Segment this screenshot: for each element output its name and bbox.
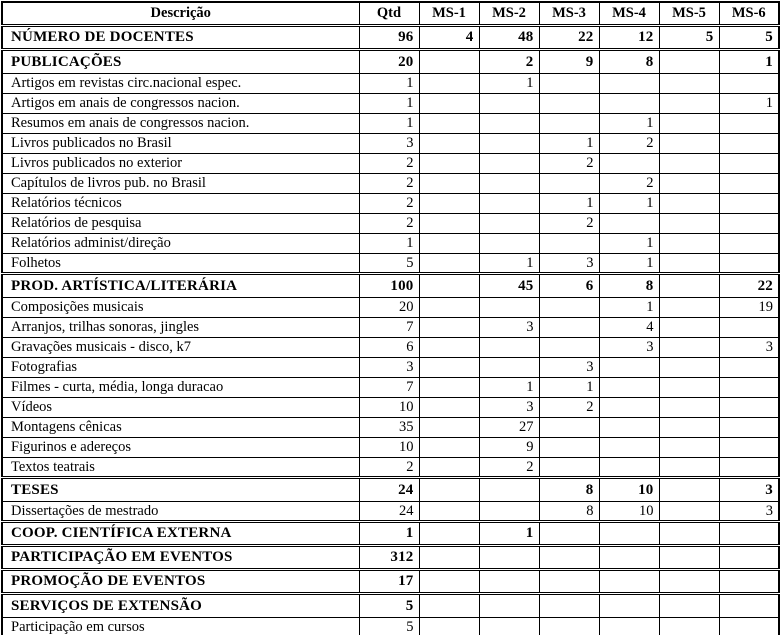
row-value-ms-3 [539, 93, 599, 113]
row-value-ms-2 [479, 593, 539, 617]
row-value-ms-1 [419, 397, 479, 417]
row-value-qtd: 1 [359, 521, 419, 545]
table-row [2, 357, 779, 377]
row-item-label: Gravações musicais - disco, k7 [2, 337, 359, 357]
row-value-ms-6 [719, 173, 779, 193]
row-item-label: Dissertações de mestrado [2, 501, 359, 521]
row-value-ms-6 [719, 593, 779, 617]
row-value-ms-2 [479, 153, 539, 173]
row-item-label: Participação em cursos [2, 617, 359, 635]
table-row [2, 49, 779, 73]
table-row [2, 337, 779, 357]
row-value-qtd: 2 [359, 193, 419, 213]
table-row [2, 477, 779, 501]
row-value-ms-1 [419, 357, 479, 377]
row-value-ms-2: 48 [479, 25, 539, 49]
row-value-ms-4: 1 [599, 113, 659, 133]
row-value-qtd: 6 [359, 337, 419, 357]
row-value-ms-3: 8 [539, 477, 599, 501]
row-value-ms-6 [719, 233, 779, 253]
row-value-ms-4: 2 [599, 133, 659, 153]
row-value-qtd: 5 [359, 617, 419, 635]
row-item-label: Relatórios de pesquisa [2, 213, 359, 233]
table-row [2, 397, 779, 417]
row-value-ms-5 [659, 417, 719, 437]
row-value-ms-4 [599, 617, 659, 635]
row-value-qtd: 20 [359, 49, 419, 73]
row-value-ms-1 [419, 377, 479, 397]
row-value-ms-1 [419, 153, 479, 173]
row-value-ms-6 [719, 545, 779, 569]
row-value-ms-3 [539, 417, 599, 437]
row-value-qtd: 24 [359, 477, 419, 501]
row-value-ms-1 [419, 437, 479, 457]
table-row [2, 253, 779, 273]
row-value-ms-2 [479, 501, 539, 521]
row-value-ms-4 [599, 153, 659, 173]
row-value-ms-2 [479, 617, 539, 635]
row-value-ms-5 [659, 317, 719, 337]
row-value-qtd: 24 [359, 501, 419, 521]
row-section-label: PUBLICAÇÕES [2, 49, 359, 73]
row-value-ms-5: 5 [659, 25, 719, 49]
row-value-ms-2 [479, 297, 539, 317]
row-value-ms-2 [479, 477, 539, 501]
row-value-ms-6 [719, 73, 779, 93]
row-value-ms-5 [659, 297, 719, 317]
row-value-qtd: 1 [359, 233, 419, 253]
row-value-ms-5 [659, 501, 719, 521]
row-item-label: Composições musicais [2, 297, 359, 317]
row-value-ms-2 [479, 357, 539, 377]
table-row [2, 501, 779, 521]
row-value-ms-3: 1 [539, 133, 599, 153]
row-item-label: Folhetos [2, 253, 359, 273]
row-value-ms-3 [539, 233, 599, 253]
row-value-ms-3: 1 [539, 193, 599, 213]
row-value-ms-4 [599, 569, 659, 593]
row-value-ms-1 [419, 193, 479, 213]
row-section-label: PROD. ARTÍSTICA/LITERÁRIA [2, 273, 359, 297]
table-row [2, 213, 779, 233]
row-value-ms-3 [539, 593, 599, 617]
row-section-label: NÚMERO DE DOCENTES [2, 25, 359, 49]
row-section-label: PARTICIPAÇÃO EM EVENTOS [2, 545, 359, 569]
table-row [2, 457, 779, 477]
row-value-ms-5 [659, 213, 719, 233]
row-value-ms-6 [719, 437, 779, 457]
row-value-ms-4 [599, 397, 659, 417]
row-value-ms-4 [599, 357, 659, 377]
row-value-ms-4 [599, 213, 659, 233]
row-item-label: Artigos em revistas circ.nacional espec. [2, 73, 359, 93]
row-value-ms-1 [419, 113, 479, 133]
row-value-ms-1 [419, 545, 479, 569]
row-value-ms-4: 1 [599, 233, 659, 253]
row-value-ms-6 [719, 213, 779, 233]
row-value-ms-5 [659, 593, 719, 617]
row-value-ms-2 [479, 173, 539, 193]
row-item-label: Arranjos, trilhas sonoras, jingles [2, 317, 359, 337]
row-value-ms-6 [719, 377, 779, 397]
row-value-ms-1 [419, 317, 479, 337]
row-item-label: Artigos em anais de congressos nacion. [2, 93, 359, 113]
row-value-ms-6 [719, 457, 779, 477]
row-value-ms-3: 8 [539, 501, 599, 521]
row-value-ms-4 [599, 73, 659, 93]
row-section-label: PROMOÇÃO DE EVENTOS [2, 569, 359, 593]
row-value-ms-5 [659, 617, 719, 635]
row-value-ms-1 [419, 477, 479, 501]
row-value-ms-1 [419, 93, 479, 113]
row-value-ms-1 [419, 417, 479, 437]
row-value-ms-3 [539, 173, 599, 193]
row-value-ms-2 [479, 193, 539, 213]
row-value-ms-2: 1 [479, 377, 539, 397]
table-header [2, 2, 779, 25]
row-item-label: Fotografias [2, 357, 359, 377]
row-value-ms-6: 3 [719, 337, 779, 357]
row-value-ms-1 [419, 593, 479, 617]
row-value-qtd: 10 [359, 397, 419, 417]
row-value-ms-4: 8 [599, 273, 659, 297]
row-value-ms-6: 3 [719, 477, 779, 501]
row-item-label: Filmes - curta, média, longa duracao [2, 377, 359, 397]
column-header-ms-2: MS-2 [479, 2, 539, 25]
row-value-ms-1 [419, 213, 479, 233]
row-value-ms-3 [539, 317, 599, 337]
row-value-ms-5 [659, 93, 719, 113]
row-item-label: Relatórios administ/direção [2, 233, 359, 253]
row-value-ms-4: 10 [599, 501, 659, 521]
column-header-ms-1: MS-1 [419, 2, 479, 25]
table-row [2, 193, 779, 213]
row-value-ms-2: 3 [479, 397, 539, 417]
row-value-ms-3: 3 [539, 253, 599, 273]
column-header-ms-5: MS-5 [659, 2, 719, 25]
row-value-ms-3 [539, 545, 599, 569]
row-value-ms-2 [479, 545, 539, 569]
table-body [2, 25, 779, 635]
row-value-qtd: 35 [359, 417, 419, 437]
row-value-ms-2 [479, 133, 539, 153]
row-value-ms-6 [719, 617, 779, 635]
row-value-ms-3 [539, 569, 599, 593]
row-value-ms-5 [659, 49, 719, 73]
row-value-ms-6: 3 [719, 501, 779, 521]
row-section-label: TESES [2, 477, 359, 501]
row-value-ms-5 [659, 521, 719, 545]
row-value-ms-4 [599, 521, 659, 545]
row-item-label: Vídeos [2, 397, 359, 417]
row-value-ms-3: 3 [539, 357, 599, 377]
table-row [2, 25, 779, 49]
row-value-ms-6 [719, 317, 779, 337]
row-value-ms-3 [539, 521, 599, 545]
table-row [2, 417, 779, 437]
row-value-ms-3: 2 [539, 397, 599, 417]
row-value-ms-4: 8 [599, 49, 659, 73]
row-value-ms-2: 2 [479, 457, 539, 477]
column-header-descricao: Descrição [2, 2, 359, 25]
row-value-ms-3 [539, 337, 599, 357]
row-value-ms-6: 5 [719, 25, 779, 49]
row-value-ms-5 [659, 357, 719, 377]
row-value-ms-6: 1 [719, 93, 779, 113]
row-value-ms-1 [419, 617, 479, 635]
row-value-ms-5 [659, 377, 719, 397]
row-value-ms-3: 6 [539, 273, 599, 297]
row-value-ms-6: 22 [719, 273, 779, 297]
row-value-ms-5 [659, 457, 719, 477]
row-value-ms-6: 19 [719, 297, 779, 317]
row-value-qtd: 2 [359, 457, 419, 477]
row-value-ms-5 [659, 337, 719, 357]
row-value-ms-3: 2 [539, 153, 599, 173]
row-value-ms-2: 9 [479, 437, 539, 457]
row-value-ms-4: 1 [599, 297, 659, 317]
row-value-ms-4 [599, 417, 659, 437]
row-value-ms-3 [539, 113, 599, 133]
row-item-label: Figurinos e adereços [2, 437, 359, 457]
row-item-label: Resumos em anais de congressos nacion. [2, 113, 359, 133]
row-value-ms-3: 1 [539, 377, 599, 397]
table-row [2, 93, 779, 113]
row-value-qtd: 3 [359, 133, 419, 153]
row-value-ms-6: 1 [719, 49, 779, 73]
row-value-ms-4 [599, 593, 659, 617]
row-value-ms-2 [479, 213, 539, 233]
row-value-ms-5 [659, 569, 719, 593]
row-value-qtd: 1 [359, 73, 419, 93]
table-row [2, 273, 779, 297]
row-value-qtd: 17 [359, 569, 419, 593]
row-value-ms-3: 9 [539, 49, 599, 73]
table-row [2, 569, 779, 593]
row-value-ms-1 [419, 337, 479, 357]
table-row [2, 173, 779, 193]
row-value-ms-2 [479, 569, 539, 593]
row-value-ms-6 [719, 521, 779, 545]
row-item-label: Livros publicados no exterior [2, 153, 359, 173]
row-value-ms-4: 12 [599, 25, 659, 49]
row-value-ms-5 [659, 397, 719, 417]
row-value-ms-5 [659, 193, 719, 213]
row-value-ms-5 [659, 133, 719, 153]
table-row [2, 521, 779, 545]
row-value-ms-1 [419, 49, 479, 73]
row-value-ms-3 [539, 617, 599, 635]
row-value-ms-5 [659, 477, 719, 501]
row-value-ms-2: 1 [479, 73, 539, 93]
column-header-ms-4: MS-4 [599, 2, 659, 25]
row-value-ms-1 [419, 253, 479, 273]
row-value-ms-4 [599, 437, 659, 457]
table-row [2, 317, 779, 337]
row-value-ms-2: 1 [479, 521, 539, 545]
row-item-label: Livros publicados no Brasil [2, 133, 359, 153]
row-value-ms-1 [419, 73, 479, 93]
table-row [2, 133, 779, 153]
row-value-ms-4: 1 [599, 193, 659, 213]
row-section-label: COOP. CIENTÍFICA EXTERNA [2, 521, 359, 545]
row-value-ms-1 [419, 457, 479, 477]
table-row [2, 617, 779, 635]
row-value-qtd: 312 [359, 545, 419, 569]
row-value-qtd: 7 [359, 377, 419, 397]
row-value-ms-3 [539, 73, 599, 93]
row-value-ms-2 [479, 233, 539, 253]
row-value-ms-3 [539, 457, 599, 477]
row-value-ms-4: 1 [599, 253, 659, 273]
row-value-ms-5 [659, 113, 719, 133]
row-value-ms-5 [659, 233, 719, 253]
table-row [2, 113, 779, 133]
row-value-ms-2 [479, 93, 539, 113]
row-value-qtd: 1 [359, 93, 419, 113]
table-row [2, 437, 779, 457]
table-row [2, 593, 779, 617]
row-value-ms-1 [419, 133, 479, 153]
row-value-ms-5 [659, 273, 719, 297]
column-header-ms-3: MS-3 [539, 2, 599, 25]
table-row [2, 297, 779, 317]
row-value-ms-5 [659, 253, 719, 273]
row-value-ms-2: 27 [479, 417, 539, 437]
activity-report-table [1, 1, 780, 635]
row-value-ms-3 [539, 297, 599, 317]
row-value-ms-4: 4 [599, 317, 659, 337]
row-value-ms-5 [659, 437, 719, 457]
row-value-ms-1 [419, 521, 479, 545]
row-value-ms-1 [419, 501, 479, 521]
table-row [2, 73, 779, 93]
row-value-qtd: 2 [359, 173, 419, 193]
row-value-ms-2 [479, 113, 539, 133]
row-value-qtd: 5 [359, 593, 419, 617]
row-value-ms-4: 2 [599, 173, 659, 193]
row-item-label: Textos teatrais [2, 457, 359, 477]
row-value-ms-4 [599, 93, 659, 113]
row-value-ms-3 [539, 437, 599, 457]
row-value-ms-3: 22 [539, 25, 599, 49]
row-value-ms-2: 1 [479, 253, 539, 273]
row-value-qtd: 2 [359, 213, 419, 233]
row-value-ms-2 [479, 337, 539, 357]
row-value-ms-1 [419, 297, 479, 317]
row-value-ms-1 [419, 273, 479, 297]
row-value-ms-3: 2 [539, 213, 599, 233]
row-value-qtd: 3 [359, 357, 419, 377]
row-value-ms-4 [599, 545, 659, 569]
row-value-ms-6 [719, 253, 779, 273]
row-value-ms-6 [719, 569, 779, 593]
row-value-ms-4: 3 [599, 337, 659, 357]
row-value-ms-6 [719, 397, 779, 417]
row-value-qtd: 2 [359, 153, 419, 173]
row-value-ms-6 [719, 357, 779, 377]
table-header-row [2, 2, 779, 25]
row-value-ms-2: 2 [479, 49, 539, 73]
row-value-qtd: 7 [359, 317, 419, 337]
row-section-label: SERVIÇOS DE EXTENSÃO [2, 593, 359, 617]
row-value-qtd: 5 [359, 253, 419, 273]
row-value-ms-2: 45 [479, 273, 539, 297]
row-value-qtd: 10 [359, 437, 419, 457]
row-item-label: Montagens cênicas [2, 417, 359, 437]
row-value-ms-6 [719, 193, 779, 213]
row-value-ms-6 [719, 133, 779, 153]
row-value-ms-1: 4 [419, 25, 479, 49]
row-value-ms-4: 10 [599, 477, 659, 501]
row-value-ms-6 [719, 417, 779, 437]
row-value-qtd: 100 [359, 273, 419, 297]
column-header-ms-6: MS-6 [719, 2, 779, 25]
row-value-qtd: 96 [359, 25, 419, 49]
row-value-ms-4 [599, 377, 659, 397]
row-value-qtd: 20 [359, 297, 419, 317]
row-value-ms-1 [419, 233, 479, 253]
row-item-label: Relatórios técnicos [2, 193, 359, 213]
row-value-ms-5 [659, 173, 719, 193]
row-value-ms-5 [659, 545, 719, 569]
row-value-ms-5 [659, 73, 719, 93]
table-row [2, 545, 779, 569]
row-value-ms-2: 3 [479, 317, 539, 337]
row-value-qtd: 1 [359, 113, 419, 133]
table-row [2, 153, 779, 173]
row-value-ms-6 [719, 153, 779, 173]
row-value-ms-6 [719, 113, 779, 133]
row-value-ms-5 [659, 153, 719, 173]
row-item-label: Capítulos de livros pub. no Brasil [2, 173, 359, 193]
table-row [2, 233, 779, 253]
row-value-ms-1 [419, 173, 479, 193]
row-value-ms-1 [419, 569, 479, 593]
table-row [2, 377, 779, 397]
column-header-qtd: Qtd [359, 2, 419, 25]
row-value-ms-4 [599, 457, 659, 477]
